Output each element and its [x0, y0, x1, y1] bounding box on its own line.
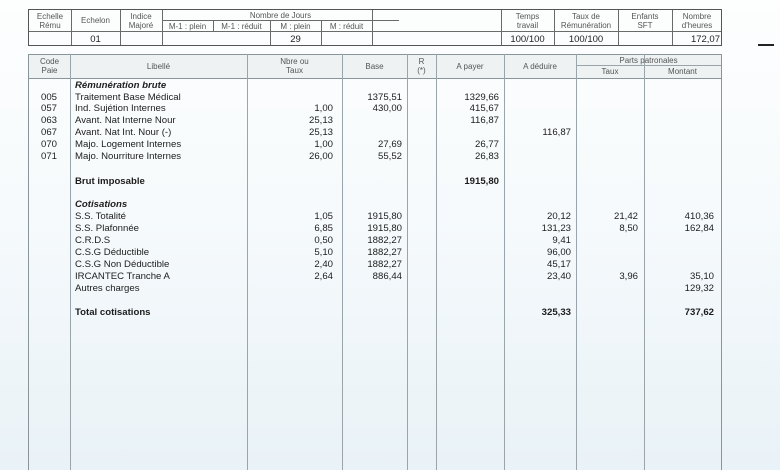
- col-header-nbre-taux: Nbre ou Taux: [280, 57, 309, 75]
- jours-subdivider: [162, 20, 399, 21]
- value-temps-travail: 100/100: [510, 34, 545, 45]
- row-2-libelle: Ind. Sujétion Internes: [75, 103, 166, 114]
- row-6-base: 55,52: [377, 151, 402, 162]
- row-14-pmontant: 35,10: [689, 271, 714, 282]
- row-7-libelle: Brut imposable: [75, 176, 145, 187]
- value-taux-remuneration: 100/100: [568, 34, 604, 45]
- row-1-payer: 1329,66: [464, 92, 499, 103]
- col-header-taux: Taux: [601, 67, 619, 76]
- header-echelon: Echelon: [81, 16, 110, 25]
- row-13-nbre: 2,40: [314, 259, 333, 270]
- row-9-nbre: 1,05: [314, 211, 333, 222]
- row-6-code: 071: [41, 151, 58, 162]
- col-header-a-deduire: A déduire: [523, 62, 557, 71]
- row-4-deduire: 116,87: [542, 127, 571, 138]
- header-temps-travail: Temps travail: [515, 12, 540, 30]
- row-13-libelle: C.S.G Non Déductible: [75, 259, 170, 270]
- row-10-deduire: 131,23: [541, 223, 571, 234]
- row-3-payer: 116,87: [470, 115, 499, 126]
- row-2-code: 057: [41, 103, 58, 114]
- row-10-libelle: S.S. Plafonnée: [75, 223, 140, 234]
- row-16-pmontant: 737,62: [684, 307, 714, 318]
- row-1-code: 005: [41, 92, 58, 103]
- row-5-nbre: 1,00: [314, 139, 333, 150]
- row-9-deduire: 20,12: [546, 211, 571, 222]
- col-header-libelle: Libellé: [146, 62, 171, 71]
- row-13-deduire: 45,17: [546, 259, 571, 270]
- row-11-nbre: 0,50: [314, 235, 333, 246]
- row-5-code: 070: [41, 139, 58, 150]
- col-header-a-payer: A payer: [456, 62, 484, 71]
- row-6-payer: 26,83: [474, 151, 499, 162]
- row-10-pmontant: 162,84: [684, 223, 714, 234]
- row-9-libelle: S.S. Totalité: [75, 211, 127, 222]
- row-9-pmontant: 410,36: [684, 211, 714, 222]
- row-12-libelle: C.S.G Déductible: [75, 247, 150, 258]
- header-m1-plein: M-1 : plein: [168, 22, 207, 31]
- row-14-libelle: IRCANTEC Tranche A: [75, 271, 170, 282]
- row-2-base: 430,00: [372, 103, 402, 114]
- summary-box: [28, 9, 722, 46]
- row-13-base: 1882,27: [367, 259, 402, 270]
- header-nombre-jours: Nombre de Jours: [249, 11, 312, 20]
- header-m-reduit: M : réduit: [329, 22, 364, 31]
- row-14-deduire: 23,40: [546, 271, 571, 282]
- row-12-nbre: 5,10: [314, 247, 333, 258]
- margin-mark: [758, 44, 774, 46]
- col-header-r: R (*): [417, 57, 426, 75]
- header-echelle-remu: Echelle Rému: [36, 12, 64, 30]
- row-2-nbre: 1,00: [314, 103, 333, 114]
- row-14-ptaux: 3,96: [619, 271, 638, 282]
- row-7-payer: 1915,80: [464, 176, 499, 187]
- row-5-payer: 26,77: [474, 139, 499, 150]
- row-11-libelle: C.R.D.S: [75, 235, 111, 246]
- header-nombre-heures: Nombre d'heures: [681, 12, 713, 30]
- row-5-libelle: Majo. Logement Internes: [75, 139, 182, 150]
- row-3-libelle: Avant. Nat Interne Nour: [75, 115, 176, 126]
- row-3-nbre: 25,13: [308, 115, 333, 126]
- row-9-base: 1915,80: [367, 211, 402, 222]
- col-header-montant: Montant: [668, 67, 697, 76]
- row-5-base: 27,69: [377, 139, 402, 150]
- row-16-libelle: Total cotisations: [75, 307, 151, 318]
- col-header-base: Base: [365, 62, 384, 71]
- value-m-plein: 29: [290, 34, 301, 45]
- header-enfants-sft: Enfants SFT: [631, 12, 659, 30]
- row-4-libelle: Avant. Nat Int. Nour (-): [75, 127, 172, 138]
- row-2-payer: 415,67: [469, 103, 499, 114]
- row-16-deduire: 325,33: [541, 307, 571, 318]
- row-1-base: 1375,51: [367, 92, 402, 103]
- row-9-ptaux: 21,42: [613, 211, 638, 222]
- row-3-code: 063: [41, 115, 58, 126]
- row-1-libelle: Traitement Base Médical: [75, 92, 181, 103]
- row-14-nbre: 2,64: [314, 271, 333, 282]
- row-10-base: 1915,80: [367, 223, 402, 234]
- row-11-deduire: 9,41: [552, 235, 571, 246]
- row-0-libelle: Rémunération brute: [75, 80, 167, 91]
- row-10-nbre: 6,85: [314, 223, 333, 234]
- col-header-code-paie: Code Paie: [39, 57, 60, 75]
- header-m1-reduit: M-1 : réduit: [221, 22, 262, 31]
- header-taux-remuneration: Taux de Rémunération: [560, 12, 612, 30]
- value-echelon: 01: [90, 34, 101, 45]
- row-6-nbre: 26,00: [308, 151, 333, 162]
- col-header-parts-patronales: Parts patronales: [619, 56, 678, 65]
- row-14-base: 886,44: [372, 271, 402, 282]
- row-12-deduire: 96,00: [546, 247, 571, 258]
- header-m-plein: M : plein: [280, 22, 311, 31]
- row-4-code: 067: [41, 127, 58, 138]
- row-15-pmontant: 129,32: [684, 283, 714, 294]
- row-4-nbre: 25,13: [308, 127, 333, 138]
- row-15-libelle: Autres charges: [75, 283, 140, 294]
- row-6-libelle: Majo. Nourriture Internes: [75, 151, 182, 162]
- row-10-ptaux: 8,50: [619, 223, 638, 234]
- row-8-libelle: Cotisations: [75, 199, 128, 210]
- row-12-base: 1882,27: [367, 247, 402, 258]
- value-nombre-heures: 172,07: [690, 34, 720, 45]
- row-11-base: 1882,27: [367, 235, 402, 246]
- header-indice-majore: Indice Majoré: [128, 12, 154, 30]
